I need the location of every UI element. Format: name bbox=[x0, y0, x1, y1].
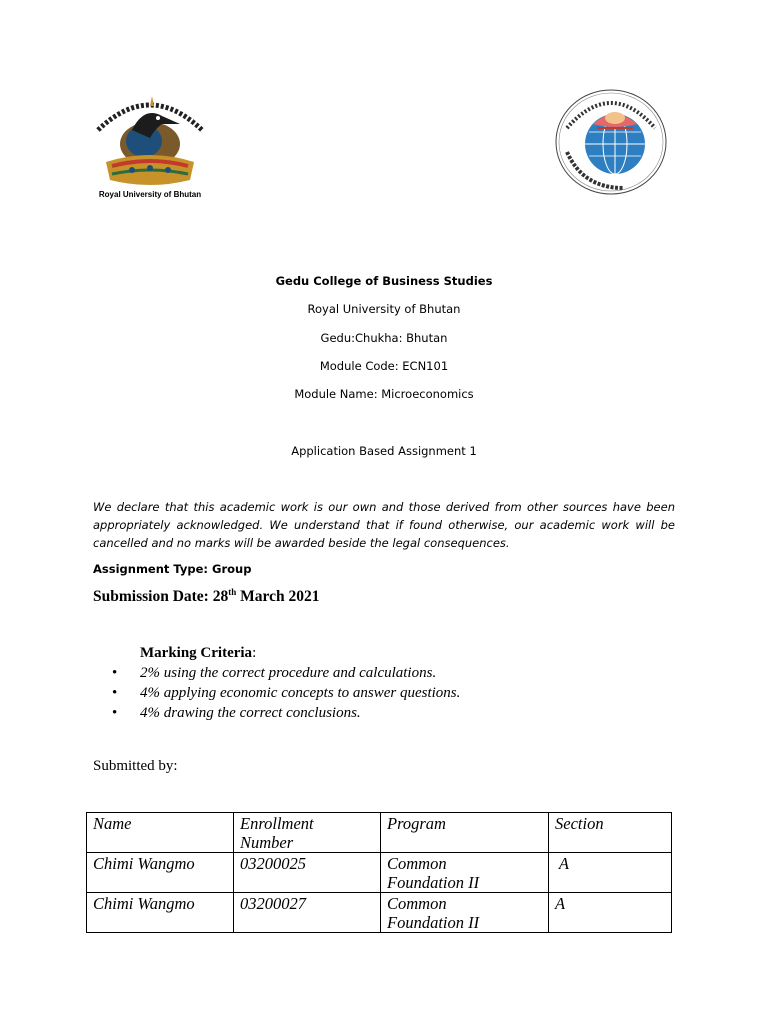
marking-title-colon: : bbox=[252, 645, 257, 661]
cell-program-line2: Foundation II bbox=[387, 913, 480, 932]
marking-title-text: Marking Criteria bbox=[140, 645, 253, 661]
criteria-text: 4% applying economic concepts to answer questions. bbox=[140, 685, 461, 701]
table-header-row bbox=[87, 813, 672, 853]
assignment-type: Assignment Type: Group bbox=[93, 562, 252, 576]
header-program bbox=[381, 813, 549, 853]
rub-caption: Royal University of Bhutan bbox=[98, 190, 202, 199]
rub-emblem-icon bbox=[92, 86, 208, 190]
rub-logo bbox=[92, 86, 208, 204]
cell-enrollment bbox=[234, 893, 381, 933]
cell-program-line2: Foundation II bbox=[387, 873, 480, 892]
cell-enrollment-text: 03200025 bbox=[240, 854, 306, 873]
marking-criteria-list bbox=[112, 663, 460, 723]
list-item bbox=[112, 683, 460, 703]
assignment-title: Application Based Assignment 1 bbox=[291, 444, 477, 458]
bullet-icon: • bbox=[112, 705, 118, 721]
cell-section-text: A bbox=[555, 854, 569, 873]
header-program-text: Program bbox=[387, 814, 446, 833]
cell-enrollment-text: 03200027 bbox=[240, 894, 306, 913]
declaration-text: We declare that this academic work is our own and those derived from other sources have been appropriately acknowledged. We understand that if found otherwise, our academic work will be cancelled and no marks will be awarded beside the legal consequences. bbox=[93, 500, 675, 550]
cell-program bbox=[381, 893, 549, 933]
cell-name-text: Chimi Wangmo bbox=[93, 894, 195, 913]
cell-section-text: A bbox=[555, 894, 566, 913]
module-name: Module Name: Microeconomics bbox=[294, 387, 474, 401]
header-section-text: Section bbox=[555, 814, 604, 833]
marking-criteria-title bbox=[140, 645, 256, 662]
header-enrollment bbox=[234, 813, 381, 853]
bullet-icon: • bbox=[112, 685, 118, 701]
submission-rest: March 2021 bbox=[236, 588, 320, 605]
cell-name bbox=[87, 893, 234, 933]
cell-program-line1: Common bbox=[387, 894, 447, 913]
header-enroll-line1: Enrollment bbox=[240, 814, 314, 833]
list-item bbox=[112, 663, 460, 683]
submission-label: Submission Date: 28 bbox=[93, 588, 229, 605]
submission-date bbox=[93, 588, 319, 606]
header-name-text: Name bbox=[93, 814, 132, 833]
submitted-by-label: Submitted by: bbox=[93, 758, 178, 774]
cell-program bbox=[381, 853, 549, 893]
table-row bbox=[87, 853, 672, 893]
bullet-icon: • bbox=[112, 665, 118, 681]
header-section bbox=[549, 813, 672, 853]
university-name: Royal University of Bhutan bbox=[307, 302, 461, 316]
criteria-text: 2% using the correct procedure and calculations. bbox=[140, 665, 437, 681]
list-item bbox=[112, 703, 460, 723]
header-enroll-line2: Number bbox=[240, 833, 294, 852]
cell-section bbox=[549, 853, 672, 893]
gcbs-logo bbox=[553, 88, 669, 196]
gcbs-seal-icon bbox=[553, 88, 669, 196]
header-name bbox=[87, 813, 234, 853]
location: Gedu:Chukha: Bhutan bbox=[320, 331, 448, 345]
table-row bbox=[87, 893, 672, 933]
students-table bbox=[86, 812, 672, 933]
college-name: Gedu College of Business Studies bbox=[275, 274, 493, 288]
cell-name-text: Chimi Wangmo bbox=[93, 854, 195, 873]
cell-program-line1: Common bbox=[387, 854, 447, 873]
module-code: Module Code: ECN101 bbox=[319, 359, 449, 373]
criteria-text: 4% drawing the correct conclusions. bbox=[140, 705, 361, 721]
cell-name bbox=[87, 853, 234, 893]
submission-sup: th bbox=[228, 587, 237, 597]
cell-enrollment bbox=[234, 853, 381, 893]
cell-section bbox=[549, 893, 672, 933]
